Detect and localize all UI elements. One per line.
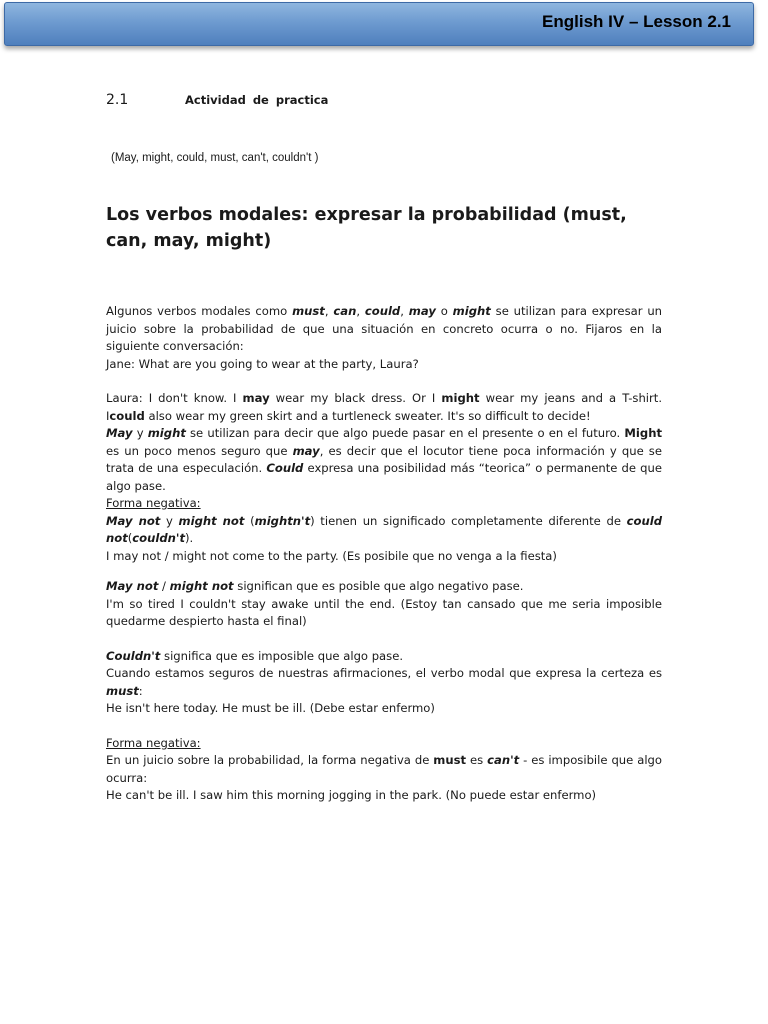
text: wear my black dress. Or I	[269, 391, 442, 405]
term-may: may	[292, 443, 320, 458]
text: /	[158, 579, 170, 593]
term-must: must	[433, 753, 467, 767]
term-may: may	[408, 304, 436, 318]
lesson-title: English IV – Lesson 2.1	[542, 12, 731, 31]
text: es	[466, 753, 488, 767]
text: ,	[324, 304, 334, 318]
text: ,	[400, 304, 409, 318]
text: ,	[356, 304, 365, 318]
term-might: might	[452, 304, 491, 318]
example-sentence: He can't be ill. I saw him this morning jogging in the park. (No puede estar enfermo)	[106, 788, 597, 802]
dialogue-laura	[106, 390, 662, 425]
text: Laura: I don't know. I	[106, 391, 243, 405]
text: y	[132, 426, 148, 440]
text: o	[435, 304, 453, 318]
term-couldnt: couldn't	[132, 531, 186, 545]
negative-form-label	[106, 735, 662, 753]
term-might: might	[147, 426, 186, 440]
paragraph-cant	[106, 752, 662, 787]
term-might: Might	[624, 426, 662, 440]
header-bar	[4, 2, 754, 46]
text: Forma negativa:	[106, 735, 201, 750]
text: (	[127, 531, 133, 545]
negative-form-label	[106, 495, 662, 513]
text: , es decir que el locutor tiene poca información y que se trata de una especulación.	[106, 443, 662, 475]
term-may: may	[242, 391, 270, 405]
paragraph-intro	[106, 303, 662, 356]
term-cant: can't	[487, 753, 520, 767]
term-could: could	[109, 408, 145, 423]
document-body	[106, 303, 662, 805]
paragraph-may-not	[106, 578, 662, 596]
modal-verbs-list: (May, might, could, must, can't, couldn't )	[111, 152, 319, 164]
text: significa que es imposible que algo pase.	[160, 648, 404, 663]
term-could-not: could not	[106, 513, 662, 545]
term-must: must	[292, 304, 325, 318]
text: expresa una posibilidad más “teorica” o permanente de que algo pase.	[106, 461, 662, 493]
term-may: May	[106, 426, 133, 440]
text: En un juicio sobre la probabilidad, la forma negativa de	[106, 753, 434, 767]
text: also wear my green skirt and a turtleneck sweater. It's so difficult to decide!	[144, 408, 591, 423]
text: Algunos verbos modales como	[106, 304, 293, 318]
dialogue-jane: Jane: What are you going to wear at the party, Laura?	[106, 356, 419, 371]
text: Cuando estamos seguros de nuestras afirmaciones, el verbo modal que expresa la certeza es	[106, 666, 662, 680]
paragraph-couldnt	[106, 648, 662, 666]
term-could: could	[364, 304, 401, 318]
term-might: might	[441, 391, 480, 405]
example-sentence: I may not / might not come to the party. (Es posibile que no venga a la fiesta)	[106, 548, 557, 563]
section-title: Actividad de practica	[185, 93, 329, 107]
term-might-not: might not	[178, 513, 245, 528]
text: wear my jeans and a T-shirt. I	[106, 391, 663, 423]
term-may-not: May not	[106, 579, 159, 593]
term-mightnt: mightn't	[254, 513, 311, 528]
term-might-not: might not	[169, 579, 234, 593]
paragraph-negative-may	[106, 513, 662, 548]
term-couldnt: Couldn't	[106, 648, 161, 663]
text: se utilizan para expresar un juicio sobre la probabilidad de que una situación en concreto ocurra o no. Fijaros en la siguiente conversación:	[106, 304, 663, 353]
text: ).	[185, 531, 194, 545]
text: - es imposibile que algo ocurra:	[106, 753, 662, 785]
text: y	[160, 513, 179, 528]
paragraph-must	[106, 665, 662, 700]
term-could: Could	[266, 461, 304, 475]
paragraph-may-might	[106, 425, 662, 495]
text: se utilizan para decir que algo puede pasar en el presente o en el futuro.	[185, 426, 625, 440]
example-sentence: I'm so tired I couldn't stay awake until the end. (Estoy tan cansado que me seria imposible quedarme despierto hasta el final)	[106, 596, 662, 628]
text: significan que es posible que algo negativo pase.	[233, 579, 524, 593]
term-must: must	[106, 683, 139, 698]
text: Forma negativa:	[106, 496, 201, 510]
text: ) tienen un significado completamente diferente de	[310, 513, 627, 528]
section-number: 2.1	[106, 92, 129, 108]
text: (	[244, 513, 255, 528]
term-can: can	[333, 304, 357, 318]
main-heading: Los verbos modales: expresar la probabilidad (must, can, may, might)	[106, 205, 627, 251]
example-sentence: He isn't here today. He must be ill. (Debe estar enfermo)	[106, 701, 435, 715]
term-may-not: May not	[106, 513, 161, 528]
text: es un poco menos seguro que	[106, 443, 293, 458]
text: :	[138, 683, 143, 698]
